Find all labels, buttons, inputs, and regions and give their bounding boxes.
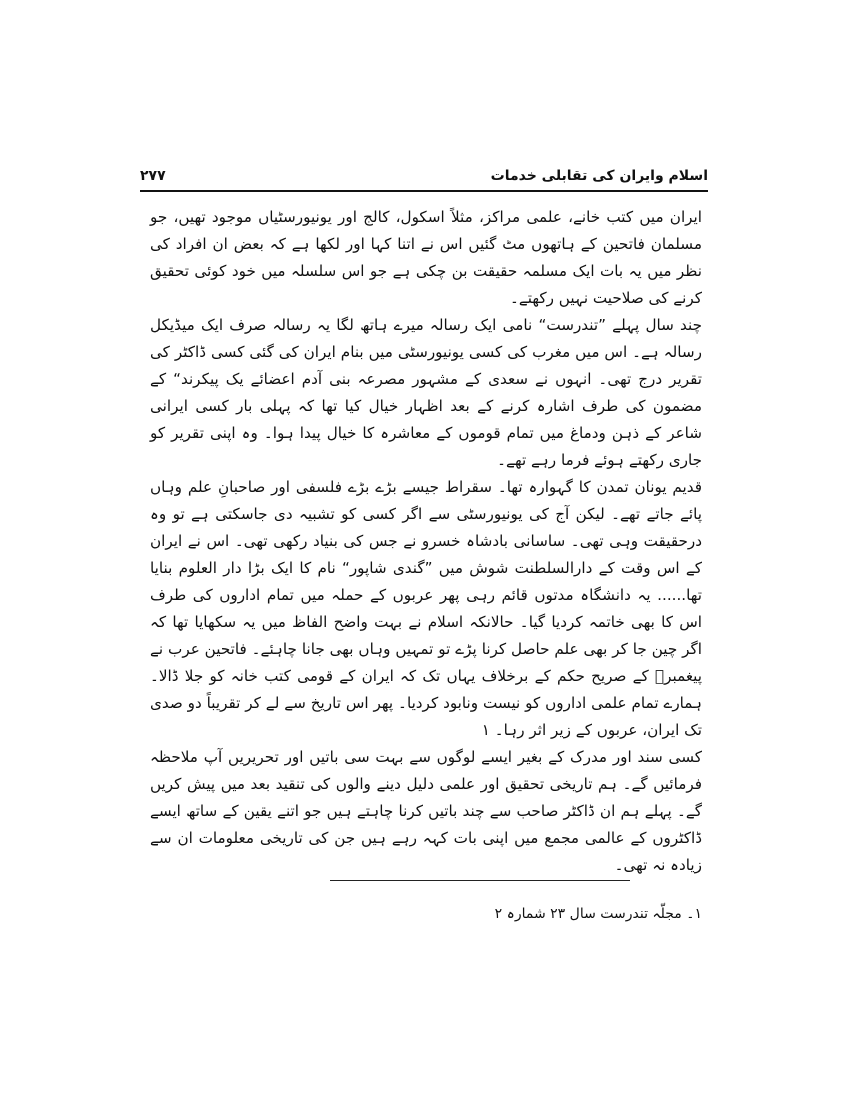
header-rule xyxy=(140,190,708,192)
running-title: اسلام وایران کی تقابلی خدمات xyxy=(490,168,708,184)
footnote: ۱۔ مجلّہ تندرست سال ۲۳ شمارہ ۲ xyxy=(494,906,702,922)
paragraph-1: ایران میں کتب خانے، علمی مراکز، مثلاً اسکول، کالج اور یونیورسٹیاں موجود تھیں، جو مسلمان فاتحین کے ہاتھوں مٹ گئیں اس نے اتنا کہا اور لکھا ہے کہ بعض ان افراد کی نظر میں یہ بات ایک مسلمہ حقیقت بن چکی ہے جو اس سلسلہ میں خود کوئی تحقیق کرنے کی صلاحیت نہیں رکھتے۔ xyxy=(150,208,702,307)
paragraph-2: چند سال پہلے ”تندرست“ نامی ایک رسالہ میرے ہاتھ لگا یہ رسالہ صرف ایک میڈیکل رسالہ ہے۔ اس میں مغرب کی کسی یونیورسٹی میں بنام ایران کی گئی کسی ڈاکٹر کی تقریر درج تھی۔ انہوں نے سعدی کے مشہور مصرعہ بنی آدم اعضائے یک پیکرند“ کے مضمون کی طرف اشارہ کرنے کے بعد اظہار خیال کیا تھا کہ پہلی بار کسی ایرانی شاعر کے ذہن ودماغ میں تمام قوموں کے معاشرہ کا خیال پیدا ہوا۔ وہ اپنی تقریر کو جاری رکھتے ہوئے فرما رہے تھے۔ xyxy=(150,316,702,469)
page-number: ۲۷۷ xyxy=(140,168,166,184)
body-text xyxy=(150,204,702,879)
paragraph-4: کسی سند اور مدرک کے بغیر ایسے لوگوں سے بہت سی باتیں اور تحریریں آپ ملاحظہ فرمائیں گے۔ ہم تاریخی تحقیق اور علمی دلیل دینے والوں کی تنقید بعد میں پیش کریں گے۔ پہلے ہم ان ڈاکٹر صاحب سے چند باتیں کرنا چاہتے ہیں جو اتنے یقین کے ساتھ ایسے ڈاکٹروں کے عالمی مجمع میں اپنی بات کہہ رہے ہیں جن کی تاریخی معلومات ان سے زیادہ نہ تھی۔ xyxy=(150,748,702,874)
footnote-rule xyxy=(330,880,630,881)
running-header xyxy=(140,163,708,189)
paragraph-3: قدیم یونان تمدن کا گہوارہ تھا۔ سقراط جیسے بڑے بڑے فلسفی اور صاحبانِ علم وہاں پائے جاتے تھے۔ لیکن آج کی یونیورسٹی سے اگر کسی کو تشبیہ دی جاسکتی ہے تو وہ درحقیقت وہی تھی۔ ساسانی بادشاہ خسرو نے جس کی بنیاد رکھی تھی۔ اس نے ایران کے اس وقت کے دارالسلطنت شوش میں ”گندی شاپور“ نام کا ایک بڑا دار العلوم بنایا تھا...... یہ دانشگاہ مدتوں قائم رہی پھر عربوں کے حملہ میں تمام اداروں کی طرف اس کا بھی خاتمہ کردیا گیا۔ حالانکہ اسلام نے بہت واضح الفاظ میں یہ سکھایا تھا کہ اگر چین جا کر بھی علم حاصل کرنا پڑے تو تمہیں وہاں بھی جانا چاہئے۔ فاتحین عرب نے پیغمبرؐ کے صریح حکم کے برخلاف یہاں تک کہ ایران کے قومی کتب خانہ کو جلا ڈالا۔ ہمارے تمام علمی اداروں کو نیست ونابود کردیا۔ پھر اس تاریخ سے لے کر تقریباً دو صدی تک ایران، عربوں کے زیر اثر رہا۔ ۱ xyxy=(150,478,702,739)
